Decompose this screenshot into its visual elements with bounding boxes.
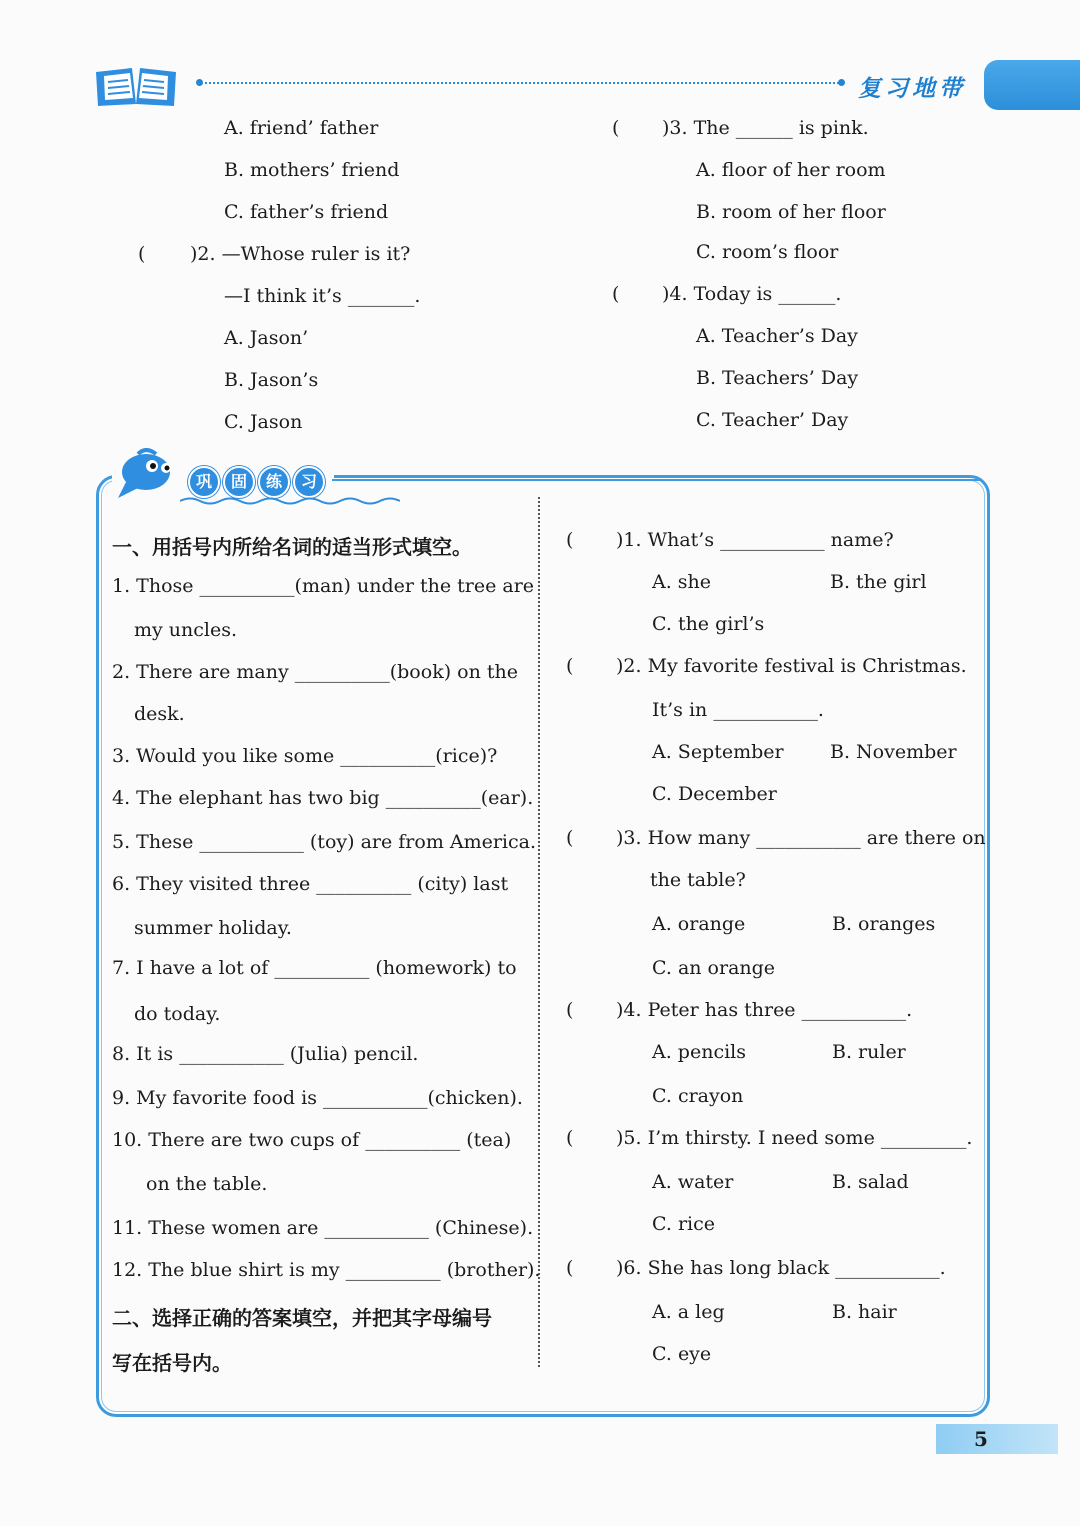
header-line-end-dot	[838, 79, 845, 86]
page-number-tab	[936, 1424, 1058, 1454]
choice-question: C. December	[652, 783, 777, 805]
section2-heading-line2: 写在括号内。	[112, 1351, 232, 1375]
fill-in-question: 10. There are two cups of __________ (tea)	[112, 1129, 512, 1151]
fill-in-question: 11. These women are ___________ (Chinese).	[112, 1217, 534, 1239]
choice-question: B. salad	[832, 1171, 909, 1193]
fill-in-question: 7. I have a lot of __________ (homework) to	[112, 957, 517, 979]
choice-question: A. September	[652, 741, 784, 763]
fill-in-question: 4. The elephant has two big __________(ear).	[112, 787, 534, 809]
banner-wave-icon	[180, 496, 400, 506]
answer-paren[interactable]: (	[612, 117, 620, 139]
answer-paren[interactable]: (	[566, 529, 574, 551]
choice-question: C. crayon	[652, 1085, 744, 1107]
choice-question: )1. What’s ___________ name?	[616, 529, 894, 551]
answer-paren[interactable]: (	[566, 827, 574, 849]
book-logo-icon	[92, 62, 180, 108]
header-title: 复习地带	[858, 76, 966, 102]
answer-paren[interactable]: (	[612, 283, 620, 305]
choice-question: )5. I’m thirsty. I need some _________.	[616, 1127, 973, 1149]
question-line: A. Teacher’s Day	[696, 325, 858, 347]
fill-in-question: 6. They visited three __________ (city) last	[112, 873, 509, 895]
banner-char: 固	[223, 466, 255, 498]
answer-paren[interactable]: (	[566, 999, 574, 1021]
choice-question: A. a leg	[652, 1301, 725, 1323]
choice-question: B. ruler	[832, 1041, 906, 1063]
section2-heading-line1: 二、选择正确的答案填空，并把其字母编号	[112, 1306, 492, 1330]
header-divider	[198, 82, 842, 84]
choice-question: C. rice	[652, 1213, 715, 1235]
answer-paren[interactable]: (	[138, 243, 146, 265]
fill-in-question: 9. My favorite food is ___________(chicken).	[112, 1087, 523, 1109]
question-line: C. father’s friend	[224, 201, 389, 223]
fill-in-question: 12. The blue shirt is my __________ (brother).	[112, 1259, 541, 1281]
fill-in-question: 1. Those __________(man) under the tree are	[112, 575, 535, 597]
question-line: C. Jason	[224, 411, 303, 433]
fill-in-question: 3. Would you like some __________(rice)?	[112, 745, 498, 767]
choice-question: )2. My favorite festival is Christmas.	[616, 655, 967, 677]
choice-question: C. the girl’s	[652, 613, 765, 635]
choice-question: B. hair	[832, 1301, 897, 1323]
fill-in-question: my uncles.	[134, 619, 238, 641]
fish-mascot-icon	[116, 448, 180, 502]
question-line: )2. —Whose ruler is it?	[190, 243, 411, 265]
fill-in-question: desk.	[134, 703, 185, 725]
question-line: B. room of her floor	[696, 201, 886, 223]
fill-in-question: 8. It is ___________ (Julia) pencil.	[112, 1043, 419, 1065]
question-line: C. room’s floor	[696, 241, 839, 263]
question-line: B. mothers’ friend	[224, 159, 400, 181]
question-line: A. friend’ father	[224, 117, 379, 139]
question-line: B. Teachers’ Day	[696, 367, 859, 389]
choice-question: A. she	[652, 571, 712, 593]
choice-question: the table?	[650, 869, 746, 891]
header-tab	[984, 60, 1080, 110]
choice-question: A. pencils	[652, 1041, 746, 1063]
section1-heading: 一、用括号内所给名词的适当形式填空。	[112, 535, 472, 559]
question-line: )3. The ______ is pink.	[662, 117, 869, 139]
fill-in-question: 2. There are many __________(book) on the	[112, 661, 518, 683]
page-number: 5	[974, 1427, 988, 1451]
banner-char: 习	[293, 466, 325, 498]
fill-in-question: summer holiday.	[134, 917, 292, 939]
answer-paren[interactable]: (	[566, 1257, 574, 1279]
column-divider	[538, 497, 540, 1367]
choice-question: A. water	[652, 1171, 734, 1193]
choice-question: C. eye	[652, 1343, 712, 1365]
choice-question: )4. Peter has three ___________.	[616, 999, 913, 1021]
question-line: )4. Today is ______.	[662, 283, 842, 305]
fill-in-question: do today.	[134, 1003, 221, 1025]
choice-question: )3. How many ___________ are there on	[616, 827, 986, 849]
choice-question: A. orange	[652, 913, 746, 935]
question-line: —I think it’s _______.	[224, 285, 421, 307]
fill-in-question: on the table.	[146, 1173, 268, 1195]
choice-question: C. an orange	[652, 957, 776, 979]
banner-char: 巩	[188, 466, 220, 498]
fill-in-question: 5. These ___________ (toy) are from America.	[112, 831, 537, 853]
choice-question: It’s in ___________.	[652, 699, 824, 721]
choice-question: B. November	[830, 741, 957, 763]
banner-char: 练	[258, 466, 290, 498]
answer-paren[interactable]: (	[566, 655, 574, 677]
question-line: B. Jason’s	[224, 369, 319, 391]
choice-question: B. oranges	[832, 913, 936, 935]
choice-question: B. the girl	[830, 571, 927, 593]
question-line: C. Teacher’ Day	[696, 409, 849, 431]
question-line: A. floor of her room	[696, 159, 886, 181]
choice-question: )6. She has long black ___________.	[616, 1257, 946, 1279]
practice-banner-line	[332, 479, 982, 481]
answer-paren[interactable]: (	[566, 1127, 574, 1149]
question-line: A. Jason’	[224, 327, 309, 349]
